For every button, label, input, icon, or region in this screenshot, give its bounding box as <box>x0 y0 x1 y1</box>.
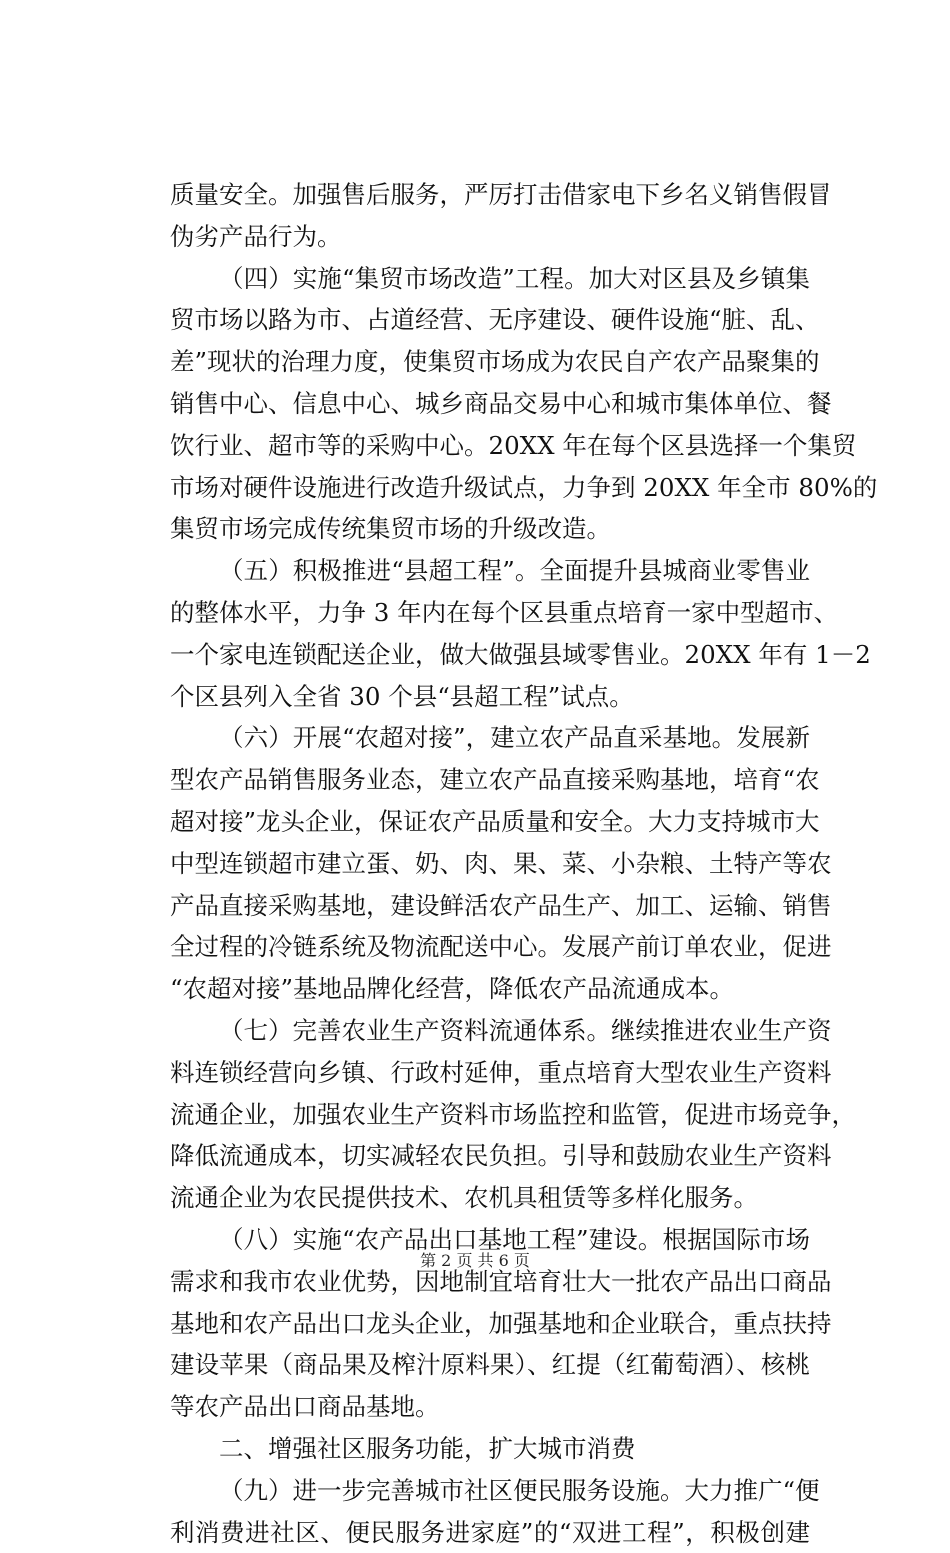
text-line: 型农产品销售服务业态，建立农产品直接采购基地，培育“农 <box>170 759 810 801</box>
text-line: （九）进一步完善城市社区便民服务设施。大力推广“便 <box>170 1470 810 1512</box>
text-line: 料连锁经营向乡镇、行政村延伸，重点培育大型农业生产资料 <box>170 1052 810 1094</box>
text-line: 建设苹果（商品果及榨汁原料果）、红提（红葡萄酒）、核桃 <box>170 1344 810 1386</box>
text-line: 降低流通成本，切实减轻农民负担。引导和鼓励农业生产资料 <box>170 1135 810 1177</box>
text-line: 利消费进社区、便民服务进家庭”的“双进工程”，积极创建 <box>170 1512 810 1553</box>
text-line: （五）积极推进“县超工程”。全面提升县城商业零售业 <box>170 550 810 592</box>
page-number-footer: 第 2 页 共 6 页 <box>0 1248 950 1271</box>
text-line: 流通企业为农民提供技术、农机具租赁等多样化服务。 <box>170 1177 810 1219</box>
text-line: 等农产品出口商品基地。 <box>170 1386 810 1428</box>
text-line: 全过程的冷链系统及物流配送中心。发展产前订单农业，促进 <box>170 926 810 968</box>
text-line: （八）实施“农产品出口基地工程”建设。根据国际市场 <box>170 1219 810 1261</box>
text-line: 超对接”龙头企业，保证农产品质量和安全。大力支持城市大 <box>170 801 810 843</box>
text-line: 市场对硬件设施进行改造升级试点，力争到 20XX 年全市 80%的 <box>170 467 810 509</box>
text-line: 的整体水平，力争 3 年内在每个区县重点培育一家中型超市、 <box>170 592 810 634</box>
text-line: 流通企业，加强农业生产资料市场监控和监管，促进市场竞争， <box>170 1094 810 1136</box>
text-line: 一个家电连锁配送企业，做大做强县域零售业。20XX 年有 1－2 <box>170 634 810 676</box>
text-line: 中型连锁超市建立蛋、奶、肉、果、菜、小杂粮、土特产等农 <box>170 843 810 885</box>
text-line: 个区县列入全省 30 个县“县超工程”试点。 <box>170 676 810 718</box>
text-line: （六）开展“农超对接”，建立农产品直采基地。发展新 <box>170 717 810 759</box>
text-line: 基地和农产品出口龙头企业，加强基地和企业联合，重点扶持 <box>170 1303 810 1345</box>
text-line: “农超对接”基地品牌化经营，降低农产品流通成本。 <box>170 968 810 1010</box>
text-line: 二、增强社区服务功能，扩大城市消费 <box>170 1428 810 1470</box>
text-line: （四）实施“集贸市场改造”工程。加大对区县及乡镇集 <box>170 258 810 300</box>
text-line: （七）完善农业生产资料流通体系。继续推进农业生产资 <box>170 1010 810 1052</box>
text-line: 需求和我市农业优势，因地制宜培育壮大一批农产品出口商品 <box>170 1261 810 1303</box>
text-line: 销售中心、信息中心、城乡商品交易中心和城市集体单位、餐 <box>170 383 810 425</box>
text-line: 产品直接采购基地，建设鲜活农产品生产、加工、运输、销售 <box>170 885 810 927</box>
text-line: 集贸市场完成传统集贸市场的升级改造。 <box>170 508 810 550</box>
text-line: 质量安全。加强售后服务，严厉打击借家电下乡名义销售假冒 <box>170 174 810 216</box>
document-body <box>170 174 810 1553</box>
text-line: 差”现状的治理力度，使集贸市场成为农民自产农产品聚集的 <box>170 341 810 383</box>
text-line: 伪劣产品行为。 <box>170 216 810 258</box>
text-line: 贸市场以路为市、占道经营、无序建设、硬件设施“脏、乱、 <box>170 299 810 341</box>
text-line: 饮行业、超市等的采购中心。20XX 年在每个区县选择一个集贸 <box>170 425 810 467</box>
